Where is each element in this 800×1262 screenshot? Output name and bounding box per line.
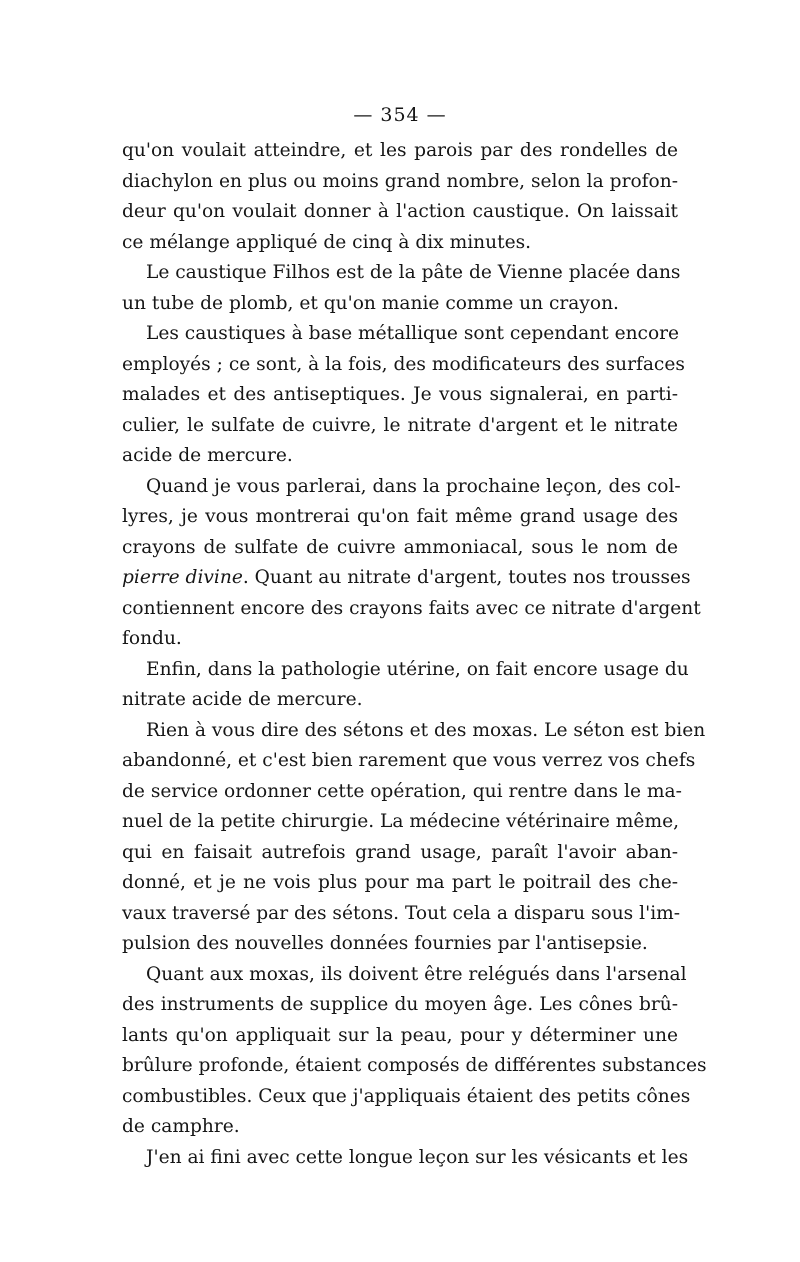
text-line: de service ordonner cette opération, qui rentre dans le ma- xyxy=(122,780,682,802)
text-line: brûlure profonde, étaient composés de différentes substances xyxy=(122,1055,707,1076)
text-line: de camphre. xyxy=(122,1116,240,1137)
text-line: combustibles. Ceux que j'appliquais étaient des petits cônes xyxy=(122,1085,691,1107)
text-line: culier, le sulfate de cuivre, le nitrate d'argent et le nitrate xyxy=(122,414,678,436)
text-line: nuel de la petite chirurgie. La médecine vétérinaire même, xyxy=(122,811,679,832)
text-line: abandonné, et c'est bien rarement que vous verrez vos chefs xyxy=(122,750,696,771)
text-line: vaux traversé par des sétons. Tout cela a disparu sous l'im- xyxy=(122,902,681,924)
body-text xyxy=(122,136,707,1173)
text-line: acide de mercure. xyxy=(122,445,293,466)
text-line: un tube de plomb, et qu'on manie comme un crayon. xyxy=(122,292,619,314)
text-line: qu'on voulait atteindre, et les parois par des rondelles de xyxy=(122,140,678,161)
text-line: employés ; ce sont, à la fois, des modificateurs des surfaces xyxy=(122,353,685,375)
italic-term: pierre divine xyxy=(122,567,243,588)
text-line: contiennent encore des crayons faits avec ce nitrate d'argent xyxy=(122,597,701,619)
text-line: crayons de sulfate de cuivre ammoniacal, sous le nom de xyxy=(122,536,678,558)
text-line: des instruments de supplice du moyen âge. Les cônes brû- xyxy=(122,994,678,1015)
text-line: Quand je vous parlerai, dans la prochaine leçon, des col- xyxy=(146,475,681,497)
text-line: ce mélange appliqué de cinq à dix minutes. xyxy=(122,231,532,253)
text-line: J'en ai fini avec cette longue leçon sur les vésicants et les xyxy=(146,1146,689,1168)
text-line: Quant aux moxas, ils doivent être relégués dans l'arsenal xyxy=(146,963,687,985)
text-line: diachylon en plus ou moins grand nombre, selon la profon- xyxy=(122,170,678,192)
text-line: qui en faisait autrefois grand usage, paraît l'avoir aban- xyxy=(122,841,678,863)
text-line: pulsion des nouvelles données fournies par l'antisepsie. xyxy=(122,933,648,954)
text-line: Les caustiques à base métallique sont cependant encore xyxy=(146,323,680,344)
text-line: lants qu'on appliquait sur la peau, pour y déterminer une xyxy=(122,1024,678,1046)
text-line: fondu. xyxy=(122,628,182,649)
page-number: — 354 — xyxy=(353,104,447,126)
text-line: Le caustique Filhos est de la pâte de Vienne placée dans xyxy=(146,262,681,283)
text-span: . Quant au nitrate d'argent, toutes nos trousses xyxy=(242,567,691,588)
text-line-with-italic xyxy=(122,563,691,594)
text-line: malades et des antiseptiques. Je vous signalerai, en parti- xyxy=(122,384,678,405)
text-line: donné, et je ne vois plus pour ma part le poitrail des che- xyxy=(122,872,678,893)
text-line: deur qu'on voulait donner à l'action caustique. On laissait xyxy=(122,201,678,222)
text-line: Rien à vous dire des sétons et des moxas. Le séton est bien xyxy=(146,719,706,741)
text-line: Enfin, dans la pathologie utérine, on fait encore usage du xyxy=(146,658,689,680)
text-line: nitrate acide de mercure. xyxy=(122,689,363,710)
text-line: lyres, je vous montrerai qu'on fait même grand usage des xyxy=(122,506,678,527)
